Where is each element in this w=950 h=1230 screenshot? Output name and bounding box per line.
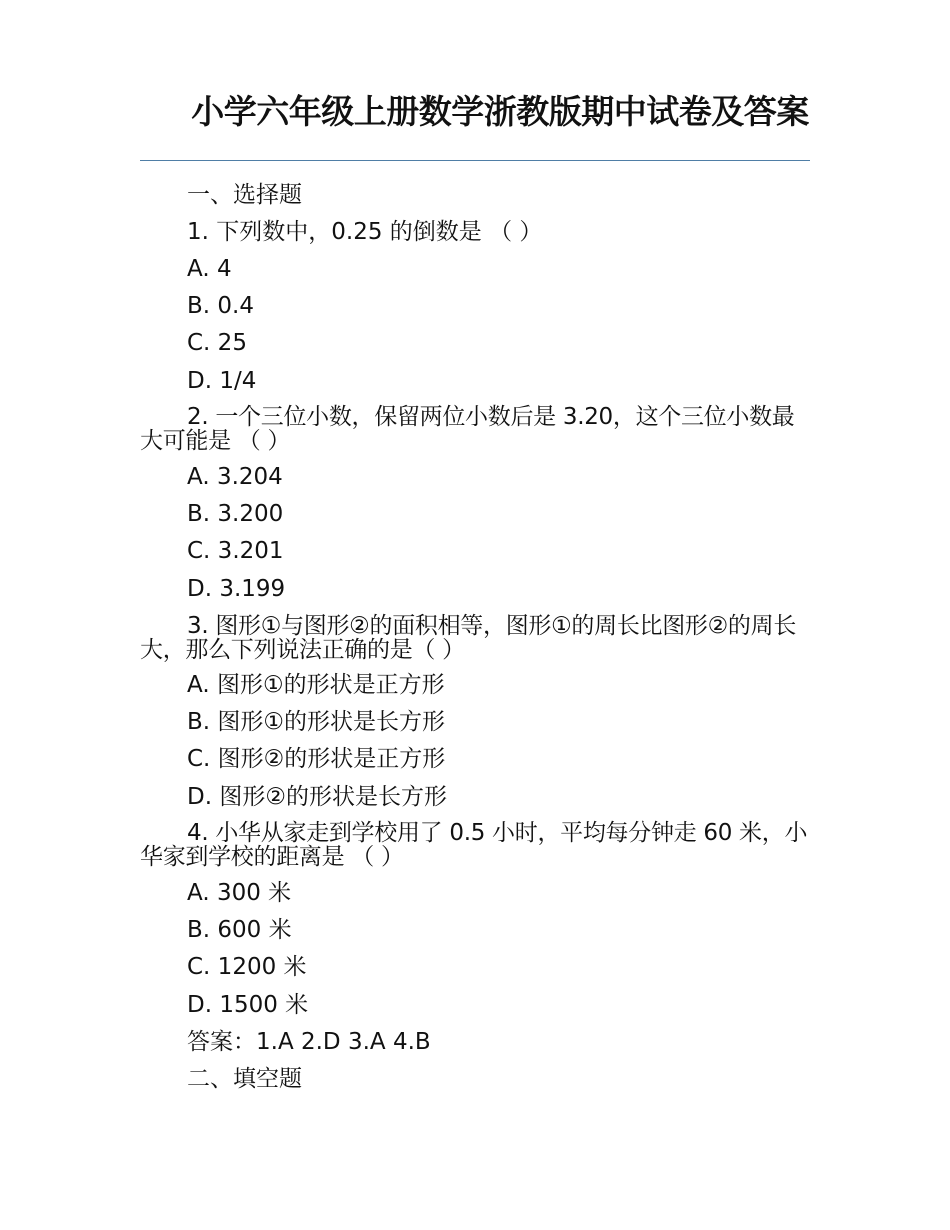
question-4-stem: 4. 小华从家走到学校用了 0.5 小时，平均每分钟走 60 米，小华家到学校的距离是 （ ） (140, 820, 808, 870)
question-1-option-c: C. 25 (187, 330, 247, 356)
question-3-option-a: A. 图形①的形状是正方形 (187, 672, 445, 698)
question-3-option-c: C. 图形②的形状是正方形 (187, 746, 446, 772)
section-heading-choice: 一、选择题 (187, 182, 302, 208)
section-heading-fill-blank: 二、填空题 (187, 1066, 302, 1092)
answer-key: 答案：1.A 2.D 3.A 4.B (187, 1029, 431, 1055)
question-2-stem: 2. 一个三位小数，保留两位小数后是 3.20，这个三位小数最大可能是 （ ） (140, 404, 795, 454)
question-3-option-d: D. 图形②的形状是长方形 (187, 784, 447, 810)
question-2-option-d: D. 3.199 (187, 576, 286, 602)
question-4-option-d: D. 1500 米 (187, 992, 309, 1018)
page-title: 小学六年级上册数学浙教版期中试卷及答案 (191, 92, 809, 131)
question-2-option-a: A. 3.204 (187, 464, 283, 490)
question-1-option-b: B. 0.4 (187, 293, 254, 319)
question-4-option-c: C. 1200 米 (187, 954, 307, 980)
question-3-stem: 3. 图形①与图形②的面积相等，图形①的周长比图形②的周长大，那么下列说法正确的是（ ） (140, 613, 797, 663)
title-underline (140, 160, 810, 161)
question-3-option-b: B. 图形①的形状是长方形 (187, 709, 446, 735)
question-2-option-b: B. 3.200 (187, 501, 284, 527)
question-1-stem: 1. 下列数中，0.25 的倒数是 （ ） (187, 219, 543, 245)
question-1-option-a: A. 4 (187, 256, 232, 282)
question-2-option-c: C. 3.201 (187, 538, 284, 564)
question-4-option-a: A. 300 米 (187, 880, 292, 906)
question-4-option-b: B. 600 米 (187, 917, 292, 943)
question-1-option-d: D. 1/4 (187, 368, 257, 394)
